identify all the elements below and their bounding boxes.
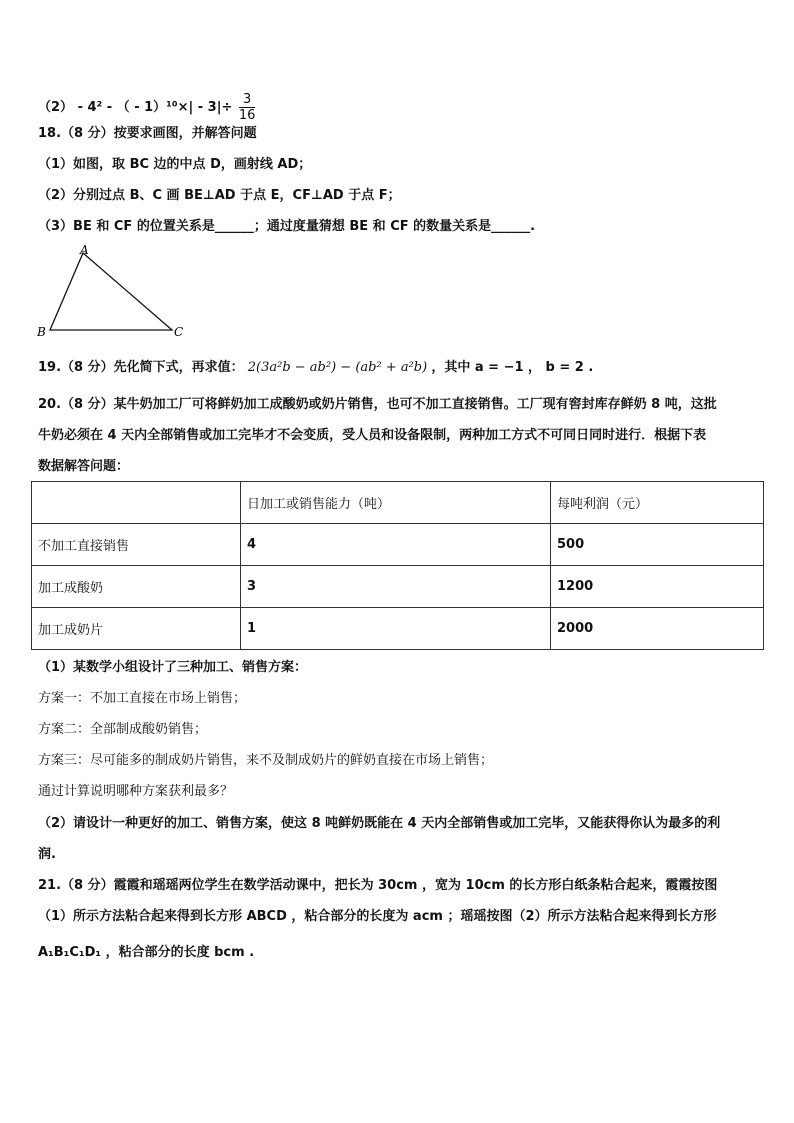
q18-part1: （1）如图，取 BC 边的中点 D，画射线 AD；	[38, 157, 312, 172]
fraction	[239, 92, 256, 123]
table-header-row	[32, 482, 764, 524]
q18-part3: （3）BE 和 CF 的位置关系是______；通过度量猜想 BE 和 CF 的数量关系是______.	[38, 219, 536, 234]
table-cell: 1200	[551, 566, 764, 608]
table-cell: 4	[241, 524, 551, 566]
table-header-cell	[32, 482, 241, 524]
q19-suffix: ，其中 a = −1 ， b = 2 .	[431, 360, 594, 375]
q20-part2-line1: （2）请设计一种更好的加工、销售方案，使这 8 吨鲜奶既能在 4 天内全部销售或加工完毕，又能获得你认为最多的利	[38, 816, 721, 831]
table-cell: 1	[241, 608, 551, 650]
table-cell: 加工成奶片	[32, 608, 241, 650]
data-table	[31, 481, 764, 650]
q20-plan1: 方案一：不加工直接在市场上销售；	[38, 691, 247, 706]
q20-part2-line2: 润.	[38, 847, 56, 862]
table-cell: 500	[551, 524, 764, 566]
fraction-numerator: 3	[239, 92, 256, 108]
q19-line	[38, 359, 593, 377]
q20-plan3: 方案三：尽可能多的制成奶片销售，来不及制成奶片的鲜奶直接在市场上销售；	[38, 753, 494, 768]
table-row	[32, 524, 764, 566]
q19-expression: 2(3a²b − ab²) − (ab² + a²b)	[247, 360, 428, 375]
fraction-denominator: 16	[238, 108, 256, 123]
table-cell: 加工成酸奶	[32, 566, 241, 608]
triangle-figure	[34, 244, 194, 344]
q20-line1: 20.（8 分）某牛奶加工厂可将鲜奶加工成酸奶或奶片销售，也可不加工直接销售。工厂现有窖封库存鲜奶 8 吨，这批	[38, 397, 717, 412]
q21-line3: A₁B₁C₁D₁ ，粘合部分的长度 bcm .	[38, 945, 255, 960]
q17-expression: - 4² - （ - 1）¹⁰×| - 3|÷	[77, 100, 233, 115]
table-header-cell: 每吨利润（元）	[551, 482, 764, 524]
q17-part2	[38, 92, 257, 123]
table-header-cell: 日加工或销售能力（吨）	[241, 482, 551, 524]
q20-line3: 数据解答问题：	[38, 459, 130, 474]
q20-plan2: 方案二：全部制成酸奶销售；	[38, 722, 208, 737]
q18-title: 18.（8 分）按要求画图，并解答问题	[38, 126, 257, 141]
table-cell: 不加工直接销售	[32, 524, 241, 566]
vertex-label-b: B	[37, 325, 46, 339]
table-row	[32, 566, 764, 608]
triangle-abc	[50, 253, 172, 330]
q20-question: 通过计算说明哪种方案获利最多？	[38, 784, 234, 799]
table-cell: 3	[241, 566, 551, 608]
vertex-label-c: C	[174, 325, 184, 339]
table-row	[32, 608, 764, 650]
q20-part1: （1）某数学小组设计了三种加工、销售方案：	[38, 660, 308, 675]
q17-part2-label: （2）	[38, 100, 74, 115]
q21-line2: （1）所示方法粘合起来得到长方形 ABCD ，粘合部分的长度为 acm ；瑶瑶按图（2）所示方法粘合起来得到长方形	[38, 909, 717, 924]
table-cell: 2000	[551, 608, 764, 650]
q19-prefix: 19.（8 分）先化简下式，再求值：	[38, 360, 244, 375]
vertex-label-a: A	[80, 244, 89, 257]
q18-part2: （2）分别过点 B、C 画 BE⊥AD 于点 E，CF⊥AD 于点 F；	[38, 188, 401, 203]
q21-line1: 21.（8 分）霞霞和瑶瑶两位学生在数学活动课中，把长为 30cm ，宽为 10cm 的长方形白纸条粘合起来，霞霞按图	[38, 878, 718, 893]
q20-line2: 牛奶必须在 4 天内全部销售或加工完毕才不会变质，受人员和设备限制，两种加工方式不可同日同时进行．根据下表	[38, 428, 707, 443]
